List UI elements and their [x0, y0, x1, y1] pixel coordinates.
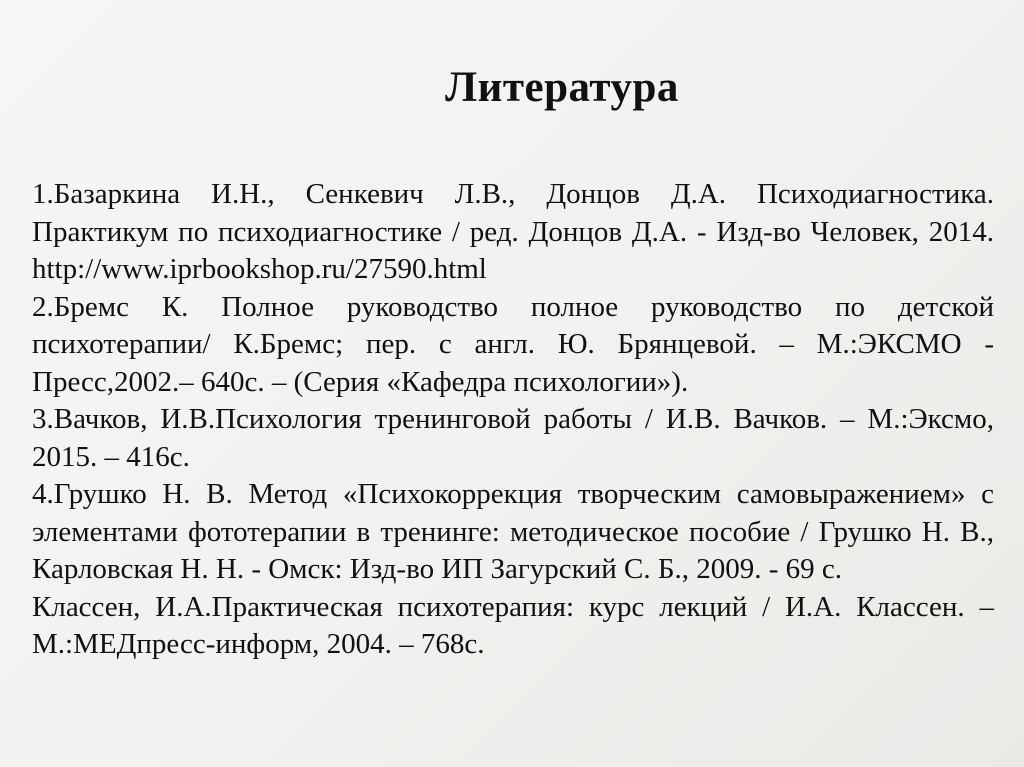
reference-item-4: 4.Грушко Н. В. Метод «Психокоррекция творческим самовыражением» с элементами фототерапии в тренинге: методическое пособие / Грушко Н. В., Карловская Н. Н. - Омск: Изд-во ИП Загурский С. Б., 2009. - 69 с. — [32, 478, 994, 585]
reference-item-1: 1.Базаркина И.Н., Сенкевич Л.В., Донцов Д.А. Психодиагностика. Практикум по психодиагностике / ред. Донцов Д.А. - Изд-во Человек, 2014. http://www.iprbookshop.ru/27590.html — [32, 178, 994, 285]
reference-item-3: 3.Вачков, И.В.Психология тренинговой работы / И.В. Вачков. – М.:Эксмо, 2015. – 416с. — [32, 403, 994, 473]
slide-title: Литература — [445, 64, 679, 111]
reference-item-2: 2.Бремс К. Полное руководство полное руководство по детской психотерапии/ К.Бремс; пер. с англ. Ю. Брянцевой. – М.:ЭКСМО - Пресс,2002.– 640с. – (Серия «Кафедра психологии»). — [32, 290, 994, 398]
reference-item-5: Классен, И.А.Практическая психотерапия: курс лекций / И.А. Классен. – М.:МЕДпресс-информ, 2004. – 768с. — [32, 590, 994, 660]
reference-list — [32, 176, 994, 664]
